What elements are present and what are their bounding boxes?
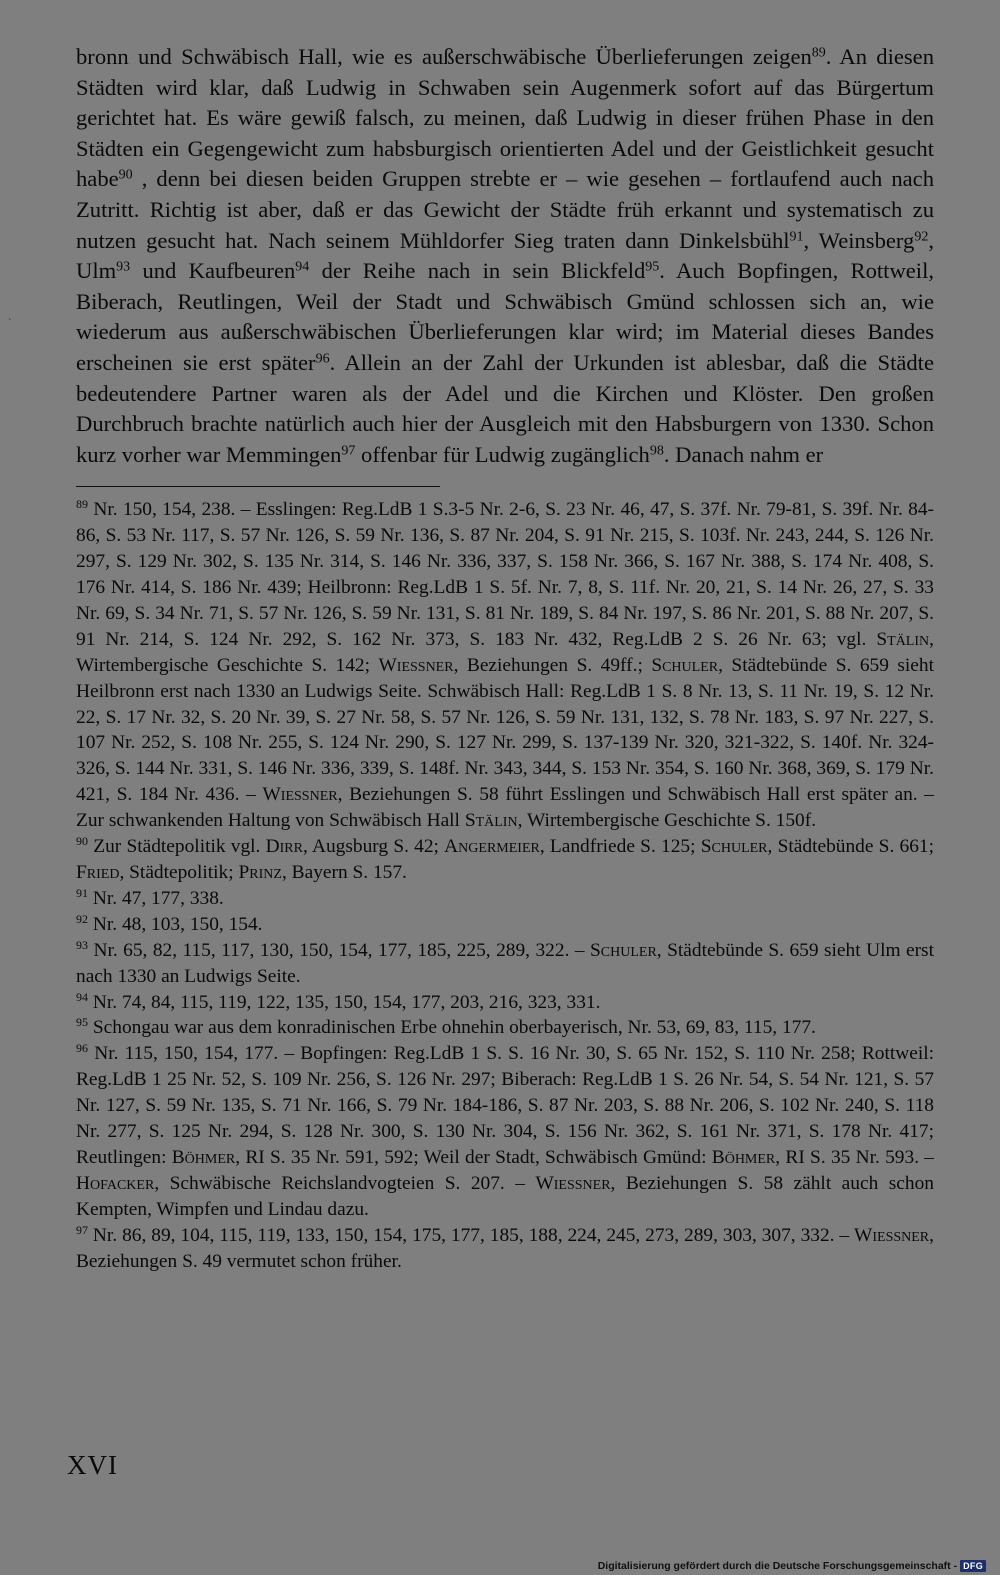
footnote-95: $^{95}$ Schongau war aus dem konradinischen Erbe ohnehin oberbayerisch, Nr. 53, 69, 83, 115, 177.	[76, 1015, 816, 1039]
footnote-97: $^{97}$ Nr. 86, 89, 104, 115, 119, 133, 150, 154, 175, 177, 185, 188, 224, 245, 273, 289, 303, 307, 332. – Wiessner, Beziehungen S. 49 vermutet schon früher.	[76, 1222, 934, 1272]
author-name: Wiessner	[854, 1224, 930, 1246]
footnotes	[76, 497, 934, 1274]
body-text: offenbar für Ludwig zugänglich	[355, 441, 650, 467]
footnote-ref[interactable]: 94	[295, 259, 310, 275]
body-text: der Reihe nach in sein Blickfeld	[309, 258, 646, 284]
page-content	[76, 42, 934, 1275]
footnote-ref[interactable]: 96	[315, 351, 330, 367]
author-name: Stälin	[876, 628, 930, 650]
footnote-ref[interactable]: 97	[341, 443, 356, 459]
author-name: Wiessner	[378, 654, 454, 676]
author-name: Stälin	[464, 810, 518, 832]
dfg-logo-icon: DFG	[960, 1560, 986, 1572]
author-name: Wiessner	[535, 1172, 611, 1194]
footnote-ref[interactable]: 93	[116, 259, 131, 275]
body-text: . Danach nahm er	[663, 441, 824, 467]
footnote-89: $^{89}$ Nr. 150, 154, 238. – Esslingen: Reg.LdB 1 S.3-5 Nr. 2-6, S. 23 Nr. 46, 47, S. 37f. Nr. 79-81, S. 39f. Nr. 84-86, S. 53 Nr. 117, S. 57 Nr. 126, S. 59 Nr. 136, S. 87 Nr. 204, S. 91 Nr. 215, S. 103f. Nr. 243, 244, S. 126 Nr. 297, S. 129 Nr. 302, S. 135 Nr. 314, S. 146 Nr. 336, 337, S. 158 Nr. 366, S. 167 Nr. 388, S. 174 Nr. 408, S. 176 Nr. 414, S. 186 Nr. 439; Heilbronn: Reg.LdB 1 S. 5f. Nr. 7, 8, S. 11f. Nr. 20, 21, S. 14 Nr. 26, 27, S. 33 Nr. 69, S. 34 Nr. 71, S. 57 Nr. 126, S. 59 Nr. 131, S. 81 Nr. 189, S. 84 Nr. 197, S. 86 Nr. 201, S. 88 Nr. 207, S. 91 Nr. 214, S. 124 Nr. 292, S. 162 Nr. 373, S. 183 Nr. 432, Reg.LdB 2 S. 26 Nr. 63; vgl. Stälin, Wirtembergische Geschichte S. 142; Wiessner, Beziehungen S. 49ff.; Schuler, Städtebünde S. 659 sieht Heilbronn erst nach 1330 an Ludwigs Seite. Schwäbisch Hall: Reg.LdB 1 S. 8 Nr. 13, S. 11 Nr. 19, S. 12 Nr. 22, S. 17 Nr. 32, S. 20 Nr. 39, S. 27 Nr. 58, S. 57 Nr. 126, S. 59 Nr. 131, 132, S. 78 Nr. 183, S. 97 Nr. 227, S. 107 Nr. 252, S. 108 Nr. 255, S. 124 Nr. 290, S. 127 Nr. 299, S. 137-139 Nr. 320, 321-322, S. 140f. Nr. 324-326, S. 144 Nr. 331, S. 146 Nr. 336, 339, S. 148f. Nr. 343, 344, S. 153 Nr. 354, S. 160 Nr. 368, 369, S. 179 Nr. 421, S. 184 Nr. 436. – Wiessner, Beziehungen S. 58 führt Esslingen und Schwäbisch Hall erst später an. – Zur schwankenden Haltung von Schwäbisch Hall Stälin, Wirtembergische Geschichte S. 150f.	[76, 497, 934, 832]
author-name: Angermeier	[444, 836, 540, 858]
footnote-ref[interactable]: 92	[914, 228, 929, 244]
body-text: bronn und Schwäbisch Hall, wie es außerschwäbische Überlieferungen zeigen	[76, 44, 812, 69]
author-name: Hofacker	[76, 1172, 155, 1194]
body-text: . An diesen Städten wird klar, daß Ludwig in Schwaben sein Augenmerk sofort auf das Bürgertum gerichtet hat. Es wäre gewiß falsch, zu meinen, daß Ludwig in dieser frühen Phase in den Städten ein Gegengewicht zum habsburgisch orientierten Adel und der Geistlichkeit gesucht habe	[76, 44, 934, 192]
footnote-91: $^{91}$ Nr. 47, 177, 338.	[76, 885, 224, 909]
author-name: Schuler	[651, 654, 719, 676]
footnote-ref[interactable]: 89	[811, 45, 826, 61]
footnote-96: $^{96}$ Nr. 115, 150, 154, 177. – Bopfingen: Reg.LdB 1 S. S. 16 Nr. 30, S. 65 Nr. 152, S. 110 Nr. 258; Rottweil: Reg.LdB 1 25 Nr. 52, S. 109 Nr. 256, S. 126 Nr. 297; Biberach: Reg.LdB 1 S. 26 Nr. 54, S. 54 Nr. 121, S. 57 Nr. 127, S. 59 Nr. 135, S. 71 Nr. 166, S. 79 Nr. 184-186, S. 87 Nr. 203, S. 88 Nr. 206, S. 102 Nr. 240, S. 118 Nr. 277, S. 125 Nr. 294, S. 128 Nr. 300, S. 130 Nr. 304, S. 156 Nr. 362, S. 161 Nr. 371, S. 178 Nr. 417; Reutlingen: Böhmer, RI S. 35 Nr. 591, 592; Weil der Stadt, Schwäbisch Gmünd: Böhmer, RI S. 35 Nr. 593. – Hofacker, Schwäbische Reichslandvogteien S. 207. – Wiessner, Beziehungen S. 58 zählt auch schon Kempten, Wimpfen und Lindau dazu.	[76, 1041, 935, 1220]
author-name: Prinz	[238, 862, 282, 883]
credit-text: Digitalisierung gefördert durch die Deutsche Forschungsgemeinschaft -	[597, 1560, 958, 1572]
body-text: . Allein an der Zahl der Urkunden ist ablesbar, daß die Städte bedeutendere Partner waren als der Adel und die Kirchen und Klöster. Den großen Durchbruch brachte natürlich auch hier der Ausgleich mit den Habsburgern von 1330. Schon kurz vorher war Memmingen	[76, 349, 934, 467]
margin-mark: `	[8, 318, 12, 329]
funding-credit	[598, 1560, 986, 1572]
footnote-ref[interactable]: 90	[118, 167, 133, 183]
author-name: Böhmer	[171, 1146, 236, 1168]
footnote-94: $^{94}$ Nr. 74, 84, 115, 119, 122, 135, 150, 154, 177, 203, 216, 323, 331.	[76, 989, 601, 1013]
author-name: Schuler	[700, 836, 768, 858]
footnote-92: $^{92}$ Nr. 48, 103, 150, 154.	[76, 911, 263, 935]
body-text: , Weinsberg	[803, 227, 915, 253]
footnote-separator	[76, 486, 440, 487]
page-number: XVI	[67, 1450, 118, 1480]
footnote-ref[interactable]: 91	[789, 228, 804, 244]
body-paragraph	[76, 42, 934, 470]
footnote-ref[interactable]: 95	[645, 259, 660, 275]
footnote-90: $^{90}$ Zur Städtepolitik vgl. Dirr, Augsburg S. 42; Angermeier, Landfriede S. 125; Schuler, Städtebünde S. 661; Fried, Städtepolitik; Prinz, Bayern S. 157.	[76, 833, 934, 883]
body-text: , denn bei diesen beiden Gruppen strebte er – wie gesehen – fortlaufend auch nach Zutritt. Richtig ist aber, daß er das Gewicht der Städte früh erkannt und systematisch zu nutzen gesucht hat. Nach seinem Mühldorfer Sieg traten dann Dinkelsbühl	[76, 166, 934, 253]
footnote-93: $^{93}$ Nr. 65, 82, 115, 117, 130, 150, 154, 177, 185, 225, 289, 322. – Schuler, Städtebünde S. 659 sieht Ulm erst nach 1330 an Ludwigs Seite.	[76, 937, 934, 987]
author-name: Dirr	[265, 836, 303, 858]
author-name: Böhmer	[711, 1146, 776, 1168]
footnote-ref[interactable]: 98	[649, 443, 664, 459]
body-text: und Kaufbeuren	[130, 258, 296, 284]
body-text: , Ulm	[76, 227, 934, 284]
author-name: Wiessner	[262, 784, 338, 806]
author-name: Schuler	[590, 939, 657, 961]
author-name: Fried	[76, 862, 120, 883]
body-text: . Auch Bopfingen, Rottweil, Biberach, Reutlingen, Weil der Stadt und Schwäbisch Gmünd schlossen sich an, wie wiederum aus außerschwäbischen Überlieferungen klar wird; im Material dieses Bandes erscheinen sie erst später	[76, 258, 934, 375]
